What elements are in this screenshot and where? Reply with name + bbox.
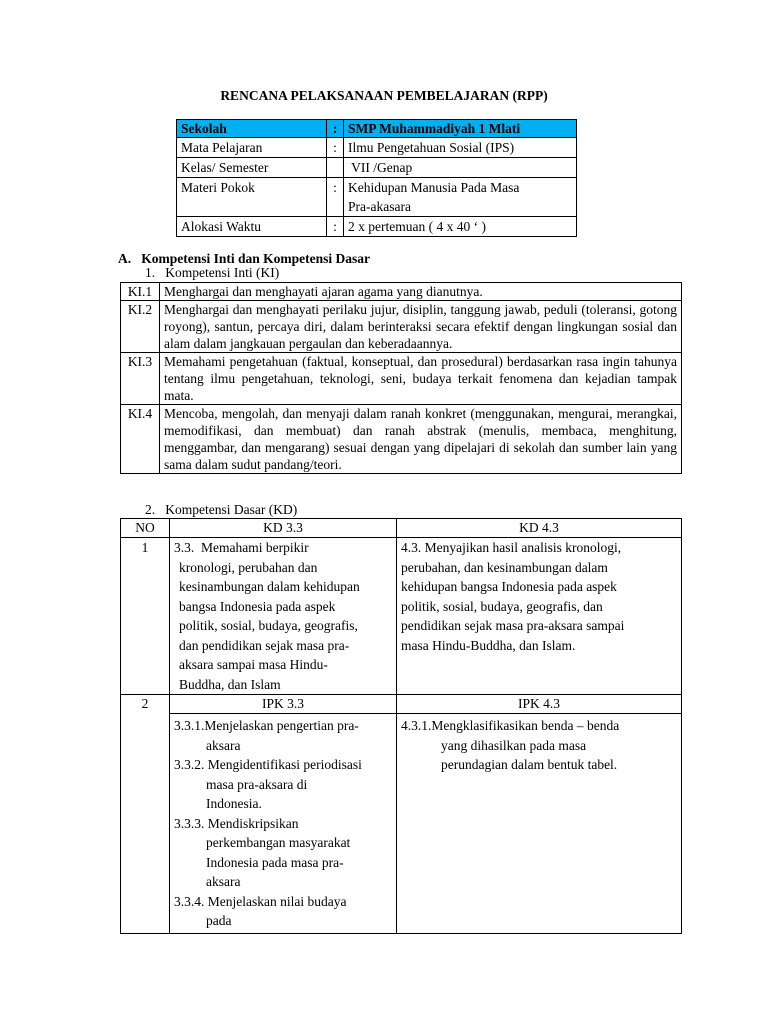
ki-table — [120, 282, 682, 474]
ipk-text: aksara — [206, 874, 241, 889]
kd-header-kd43: KD 4.3 — [397, 519, 682, 538]
kd43-line: kehidupan bangsa Indonesia pada aspek — [401, 579, 617, 594]
kd33-line: kronologi, perubahan dan — [179, 559, 318, 575]
kd43-line: perubahan, dan kesinambungan dalam — [401, 559, 608, 575]
kd33-line: dan pendidikan sejak masa pra- — [179, 637, 350, 653]
info-value: Ilmu Pengetahuan Sosial (IPS) — [344, 138, 577, 158]
info-value: VII /Genap — [344, 158, 577, 178]
ipk-text: Mendiskripsikan — [207, 815, 299, 831]
ipk-text: perkembangan masyarakat — [206, 835, 351, 850]
info-label: Materi Pokok — [177, 178, 327, 217]
kd43-line: pendidikan sejak masa pra-aksara sampai — [401, 618, 625, 633]
info-row-school — [177, 120, 577, 138]
ipk33-list — [170, 714, 397, 934]
ipk-number: 3.3.4. — [174, 893, 208, 909]
info-value: SMP Muhammadiyah 1 Mlati — [344, 120, 577, 138]
document-title: RENCANA PELAKSANAAN PEMBELAJARAN (RPP) — [220, 88, 548, 103]
info-row-topic — [177, 178, 577, 217]
ipk-text: aksara — [206, 737, 241, 753]
info-row-subject — [177, 138, 577, 158]
kd-row-number: 1 — [121, 538, 170, 695]
kd-row-2-body — [121, 714, 682, 934]
ipk-text: Mengidentifikasi periodisasi — [207, 757, 362, 772]
ipk43-header: IPK 4.3 — [397, 695, 682, 714]
info-separator — [327, 158, 344, 178]
ki-label: KI.4 — [121, 405, 160, 474]
subsection-kd-heading: 2. Kompetensi Dasar (KD) — [145, 502, 298, 517]
ki-text: Mencoba, mengolah, dan menyaji dalam ranah konkret (menggunakan, mengurai, merangkai, memodifikasi, dan membuat) dan ranah abstrak (menulis, membaca, menghitung, menggambar, dan mengarang) sesuai dengan yang dipelajari di sekolah dan sumber lain yang sama dalam sudut pandang/teori. — [160, 405, 682, 474]
kd-header-row — [121, 519, 682, 538]
ki-row — [121, 301, 682, 353]
ipk-item — [174, 716, 392, 755]
ipk-text: perundagian dalam bentuk tabel. — [441, 757, 618, 772]
ipk-item — [174, 814, 392, 892]
info-value-line: Kehidupan Manusia Pada Masa — [348, 180, 520, 195]
ipk-text: Indonesia. — [206, 796, 262, 811]
ipk-text: Indonesia pada masa pra- — [206, 854, 344, 870]
kd43-line: 4.3. Menyajikan hasil analisis kronologi, — [401, 540, 622, 555]
ipk-item — [174, 755, 392, 814]
kd33-line: politik, sosial, budaya, geografis, — [179, 618, 358, 633]
ipk-text: Mengklasifikasikan benda – benda — [431, 718, 620, 733]
info-separator: : — [327, 178, 344, 217]
kd-header-kd33: KD 3.3 — [170, 519, 397, 538]
info-separator: : — [327, 217, 344, 237]
ipk-number: 4.3.1. — [401, 718, 432, 733]
ipk-item — [401, 716, 677, 775]
kd-row-2-header — [121, 695, 682, 714]
ipk-number: 3.3.2. — [174, 757, 208, 772]
ki-label: KI.1 — [121, 283, 160, 301]
info-value — [344, 178, 577, 217]
kd33-line: aksara sampai masa Hindu- — [179, 657, 328, 672]
kd33-text — [170, 538, 397, 695]
identity-table — [176, 119, 577, 237]
kd33-continuation — [174, 558, 392, 695]
section-a-heading: A. Kompetensi Inti dan Kompetensi Dasar — [118, 251, 371, 266]
ki-label: KI.2 — [121, 301, 160, 353]
info-label: Sekolah — [177, 120, 327, 138]
kd-table — [120, 518, 682, 934]
ki-label: KI.3 — [121, 353, 160, 405]
ki-text: Menghargai dan menghayati perilaku jujur, disiplin, tanggung jawab, peduli (toleransi, gotong royong), santun, percaya diri, dalam berinteraksi secara efektif dengan lingkungan sosial dan alam dalam jangkauan pergaulan dan keberadaannya. — [160, 301, 682, 353]
kd33-line: Buddha, dan Islam — [179, 676, 281, 692]
kd33-first-line: 3.3. Memahami berpikir — [174, 540, 309, 555]
ipk33-header: IPK 3.3 — [170, 695, 397, 714]
info-separator: : — [327, 120, 344, 138]
kd-row-1 — [121, 538, 682, 695]
ipk-text: Menjelaskan nilai budaya — [207, 893, 347, 909]
info-row-time — [177, 217, 577, 237]
info-value-line: Pra-akasara — [348, 199, 411, 214]
info-row-class — [177, 158, 577, 178]
info-label: Kelas/ Semester — [177, 158, 327, 178]
info-separator: : — [327, 138, 344, 158]
ki-row — [121, 405, 682, 474]
ipk-number: 3.3.1. — [174, 718, 205, 733]
kd33-line: kesinambungan dalam kehidupan — [179, 579, 360, 594]
ki-row — [121, 283, 682, 301]
ipk-text: masa pra-aksara di — [206, 776, 308, 792]
ipk-number: 3.3.3. — [174, 815, 208, 831]
kd43-line: masa Hindu-Buddha, dan Islam. — [401, 637, 576, 653]
kd-header-no: NO — [121, 519, 170, 538]
kd43-line: politik, sosial, budaya, geografis, dan — [401, 598, 603, 614]
info-value: 2 x pertemuan ( 4 x 40 ‘ ) — [344, 217, 577, 237]
ipk-item — [174, 892, 392, 931]
info-label: Mata Pelajaran — [177, 138, 327, 158]
kd43-text — [397, 538, 682, 695]
kd-row-number: 2 — [121, 695, 170, 934]
subsection-ki-heading: 1. Kompetensi Inti (KI) — [145, 265, 280, 280]
ki-text: Menghargai dan menghayati ajaran agama yang dianutnya. — [160, 283, 682, 301]
ki-text: Memahami pengetahuan (faktual, konseptual, dan prosedural) berdasarkan rasa ingin tahunya tentang ilmu pengetahuan, teknologi, seni, budaya terkait fenomena dan kejadian tampak mata. — [160, 353, 682, 405]
kd33-line: bangsa Indonesia pada aspek — [179, 598, 336, 614]
ipk-text: pada — [206, 913, 232, 928]
ipk43-list — [397, 714, 682, 934]
ipk-text: yang dihasilkan pada masa — [441, 737, 587, 753]
info-label: Alokasi Waktu — [177, 217, 327, 237]
ipk-text: Menjelaskan pengertian pra- — [204, 718, 359, 733]
ki-row — [121, 353, 682, 405]
